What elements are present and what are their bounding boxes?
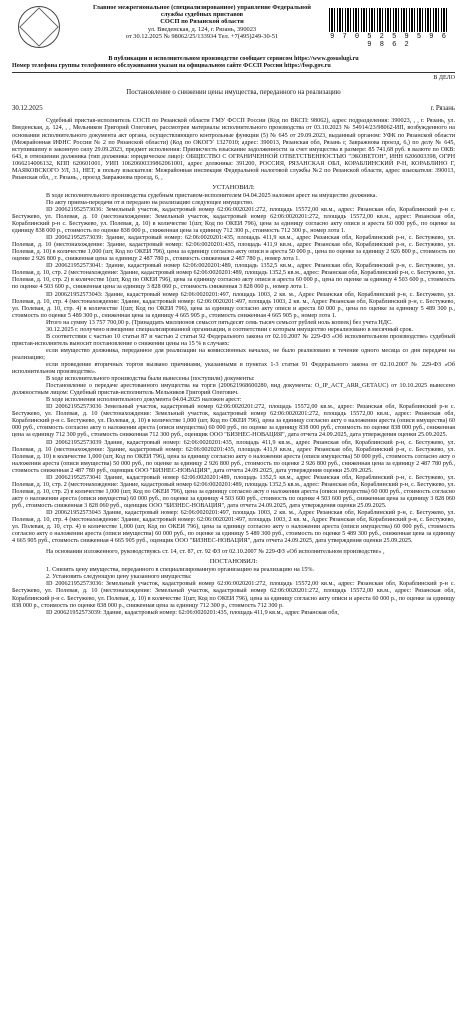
date-place-row [12,105,455,112]
basis-paragraph: На основании изложенного, руководствуясь ст. 14, ст. 87, ст. 92 ФЗ от 02.10.2007 № 229-ФЗ «Об исполнительном производстве» , [46,549,385,556]
gosuslugi-notice: В публикации и исполнительном производстве сообщает сервисом https://www.gosuslugi.ru [108,56,359,62]
resolved-property: ID 200621952573039: Здание, кадастровый номер: 62:06:0020201:435, площадь 411,9 кв.м., адрес Рязанская обл, [46,609,339,616]
body-paragraph: 30.12.2025 г. получено извещение специализированной организации, в соответствии с которым имущество нереализовано в месячный срок. [46,326,414,333]
established-heading: УСТАНОВИЛ: [212,183,255,191]
barcode-bars [329,8,449,32]
body-paragraph: В ходе исполнительного производства были вынесены (поступили) документы: [46,376,255,383]
document-header [12,4,455,54]
resolved-item: 1. Снизить цену имущества, переданного в специализированную организацию на реализацию на 15%. [46,567,315,574]
body-paragraph: Итого на сумму 13 757 700,00 р. (Тринадцать миллионов семьсот пятьдесят семь тысяч семьсот рублей ноль копеек) без учета НДС. [46,319,393,326]
org-line: СОСП по Рязанской области [160,18,244,26]
body-paragraph: если имущество должника, переданное для реализации на комиссионных началах, не было реализовано в течение одного месяца со дня передачи на реализацию; [12,347,455,361]
body-paragraph: если проведение вторичных торгов вызвано причинами, указанными в пунктах 1-3 статьи 91 Федерального закона от 02.10.2007 № 229-ФЗ «Об исполнительном производстве». [12,362,455,376]
org-phone: от 30.12.2025 № 98062/25/133934 Тел. +7(495)249-30-51 [125,32,279,40]
resolved-heading: ПОСТАНОВИЛ: [209,558,258,566]
intro-paragraph: Судебный пристав-исполнитель СОСП по Рязанской области ГМУ ФССП России (Код по ВКСП: 98062), адрес подразделения: 390023, , , г. Рязань, ул. Введенская, д. 124, , , Мельников Григорий Олегович, рассмотрев материалы исполнительного производства от 03.10.2023 № 54914/23/98062-ИП, возбужденного на основании исполнительного документа акт органа, осуществляющего контрольные функции (5) № 645 от 29.09.2023, выданный органом: УФК по Рязанской области (Межрайонная ИФНС России № 2 по Рязанской области) (Код по ОКОГУ 1327010; адрес: 390013, Рязанская обл, Рязань г, Завражнова проезд, 6,) по делу № 645, вступившему в законную силу 29.09.2023, предмет исполнения: Приписчесть взыскание задолженности за счет имущества в размере: 85 741,68 руб. в валюте по ОКВ: 643, в отношении должника (тип должника: юридическое лицо): ОБЩЕСТВО С ОГРАНИЧЕННОЙ ОТВЕТСТВЕННОСТЬЮ "ЭКОВЕТОН", ИНН 6206003398, ОГРН 1066214006132, КПП 620601001, УИП 10620600339862061001, адрес должника: 391200, РОССИЯ, РЯЗАНСКАЯ ОБЛ, КОРАБЛИНСКИЙ Р-Н, КОРАБЛИНО Г, МАЯКОВСКОГО УЛ, 31, НЕТ, в пользу взыскателя: Межрайонная инспекция Федеральной налоговой службы №2 по Рязанской области, адрес взыскателя: 390013, Рязанская обл, , г. Рязань, , проезд Завражнова проезд, 6, , [12,118,455,181]
document-place: г. Рязань [430,105,455,113]
arrest-item: ID 200621952573039 Здание, кадастровый номер: 62:06:0020201:435, площадь 411,9 кв.м., адрес Рязанская обл, Кораблинский р-н, с. Бестужево, ул. Полевая, д. 10 (местонахождение: Здание, кадастровый номер: 62:06:0020201:435, площадь 411,9 кв.м., адрес Рязанская обл, Кораблинский р-н, с. Бестужево, ул. Полевая, д. 10) в количестве 1,000 (шт, Код по ОКЕИ 796), цена за единицу согласно акту о наложении ареста (описи имущества) 50 000 руб., стоимость согласно акту о наложении ареста (описи имущества) 50 000 руб., по оценке за единицу 2 926 800 руб., стоимость по оценке 2 926 800 руб., сниженная цена за единицу 2 487 780 руб., стоимость сниженная 2 487 780 руб., оценщик ООО "БИЗНЕС-НОВАЦИЯ", дата отчета 24.09.2025, дата утверждения оценки 25.09.2025. [12,439,455,474]
document-title: Постановление о снижении цены имущества, переданного на реализацию [126,89,341,97]
org-address: ул. Введенская, д. 124, г. Рязань, 390023 [147,25,257,33]
property-item: ID 200621952573041: Здание, кадастровый номер 62:06:0020201:489, площадь 1352,5 кв.м., адрес Рязанская обл, Кораблинский р-н, с. Бестужево, ул. Полевая, д. 10, стр. 2 (местонахождение: Здание, кадастровый номер 62:06:0020201:489, площадь 1352,5 кв.м., адрес: Рязанская обл, Кораблинский р-н, с. Бестужево, ул. Полевая, д. 10, стр. 2) в количестве 1(шт, Код по ОКЕИ 796), цена за единицу согласно акту описи и ареста 60 000 р., цена по оценке за единицу 4 503 600 р., стоимость по оценке 4 503 600 р., сниженная цена за единицу 3 828 060 р., стоимость сниженная 3 828 060 р., номер лота 1. [12,263,455,291]
org-line: Главное межрегиональное (специализированное) управление Федеральной [93,4,311,11]
resolved-item: 2. Установить следующую цену указанного имущества: [46,574,192,581]
property-item: ID 200621952573043: Здание, кадастровый номер 62:06:0020201:497, площадь 1003, 2 кв. м., Адрес Рязанская обл, Кораблинский р-н, с. Бестужево, ул. Полевая, д. 10, стр. 4 (местонахождение: Здание, кадастровый номер: 62:06:0020201:497, площадь 1003, 2 кв. м., Адрес Рязанская обл, Кораблинский р-н, с. Бестужево, ул. Полевая, д. 10, стр. 4) в количестве 1(шт, Код по ОКЕИ 796), цена за единицу согласно акту описи и ареста 60 000 р., цена по оценке за единицу 5 489 300 р., стоимость по оценке 5 489 300 р., сниженная цена за единицу 4 665 905 р., стоимость сниженная 4 665 905 р., номер лота 1. [12,291,455,319]
body-paragraph: В ходе исполнительного производства судебным приставом-исполнителем 04.04.2025 наложен арест на имущество должника. [46,192,377,199]
arrest-item: ID 200621952573036 Земельный участок, кадастровый номер 62:06:0020201:272, площадь 15572,00 кв.м., адрес: Рязанская обл, Кораблинский р-н с. Бестужево, ул. Полевая, д. 10 (местонахождение: Земельный участок, кадастровый номер 62:06:0020201:272, площадь 15572,00 кв.м., адрес: Рязанская обл, Кораблинский р-н с. Бестужево, ул. Полевая, д. 10) в количестве 1,000 (шт, Код по ОКЕИ 796), цена за единицу согласно акту о наложении ареста (описи имущества) 60 000 руб., стоимость согласно акту о наложении ареста (описи имущества) 60 000 руб., по оценке за единицу 838 000 руб., стоимость по оценке 838 000 руб., сниженная цена за единицу 712 300 руб., стоимость сниженная 712 300 руб., оценщик ООО "БИЗНЕС-НОВАЦИЯ", дата отчета 24.09.2025, дата утверждения оценки 25.09.2025. [12,404,455,439]
body-paragraph: По акту приема-передачи от и передано на реализацию следующее имущество. [46,199,254,206]
phone-notice: Номер телефона группы телефонного обслуживания указан на официальном сайте ФССП России https://fssp.gov.ru [12,63,455,73]
resolved-property: ID 200621952573036: Земельный участок, кадастровый номер 62:06:0020201:272, площадь 15572,00 кв.м., адрес: Рязанская обл, Кораблинский р-н с. Бестужево, ул. Полевая, д. 10 (местонахождение: Земельный участок, кадастровый номер 62:06:0020201:272, площадь 15572,00 кв.м., адрес: Рязанская обл, Кораблинский р-н с. Бестужево, ул. Полевая, д. 10) в количестве 1(шт, Код по ОКЕИ 796), цена за единицу согласно акту описи и ареста 60 000 р., по оценке за единицу 838 000 р., стоимость по оценке 838 000 р., сниженная цена за единицу 712 300 р., стоимость 712 300 р. [12,581,455,609]
arrest-item: ID 200621952573041 Здание, кадастровый номер 62:06:0020201:489, площадь 1352,5 кв.м., адрес Рязанская обл, Кораблинский р-н, с. Бестужево, ул. Полевая, д. 10, стр. 2 (местонахождение: Здание, кадастровый номер 62:06:0020201:489, площадь 1352,5 кв.м., адрес: Рязанская обл, Кораблинский р-н, с. Бестужево, ул. Полевая, д. 10, стр. 2) в количестве 1,000 (шт, Код по ОКЕИ 796), цена за единицу согласно акту о наложении ареста (описи имущества) 60 000 руб., стоимость согласно акту о наложении ареста (описи имущества) 60 000 руб., по оценке за единицу 4 503 600 руб., стоимость по оценке 4 503 600 руб., сниженная цена за единицу 3 828 060 руб., стоимость сниженная 3 828 060 руб., оценщик ООО "БИЗНЕС-НОВАЦИЯ", дата отчета 24.09.2025, дата утверждения оценки 25.09.2025. [12,474,455,509]
org-line: службы судебных приставов [160,11,244,19]
file-note: В ДЕЛО [433,75,455,82]
emblem-icon [18,6,60,48]
document-date: 30.12.2025 [12,105,43,113]
arrest-item: ID 200621952573043 Здание, кадастровый номер: 62:06:0020201:497, площадь 1003, 2 кв. м., Адрес Рязанская обл, Кораблинский р-н, с. Бестужево, ул. Полевая, д. 10, стр. 4 (местонахождение: Здание, кадастровый номер: 62:06:0020201:497, площадь 1003, 2 кв. м., Адрес Рязанская обл, Кораблинский р-н, с. Бестужево, ул. Полевая, д. 10, стр. 4) в количестве 1,000 (шт, Код по ОКЕИ 796), цена за единицу согласно акту о наложении ареста (описи имущества) 60 000 руб., стоимость согласно акту о наложении ареста (описи имущества) 60 000 руб., по оценке за единицу 5 489 300 руб., стоимость по оценке 5 489 300 руб., сниженная цена за единицу 4 665 905 руб., стоимость сниженная 4 665 905 руб., оценщик ООО "БИЗНЕС-НОВАЦИЯ", дата отчета 24.09.2025, дата утверждения оценки 25.09.2025. [12,509,455,545]
body-paragraph: В ходе исполнения исполнительного документа 04.04.2025 наложен арест: [46,397,242,404]
property-item: ID 200621952573039: Здание, кадастровый номер: 62:06:0020201:435, площадь 411,9 кв.м., адрес Рязанская обл, Кораблинский р-н, с. Бестужево, ул. Полевая, д. 10 (местонахождение: Здание, кадастровый номер: 62:06:0020201:435, площадь 411,9 кв.м., адрес Рязанская обл, Кораблинский р-н, с. Бестужево, ул. Полевая, д. 10) в количестве 1,000 (шт, Код по ОКЕИ 796), цена за единицу согласно акту описи и ареста 50 000 р., цена по оценке за единицу 2 926 800 р., стоимость по оценке 2 926 800 р., сниженная цена за единицу 2 487 780 р., стоимость сниженная 2 487 780 р., номер лота 1. [12,235,455,263]
body-paragraph: Постановление о передаче арестованного имущества на торги (200621968600280, вид документа: O_IP_ACT_ARR_GETAUC) от 10.10.2025 вынесено должностным лицом: Судебный пристав-исполнитель Мельников Григорий Олегович. [12,383,455,397]
document-body [12,118,455,616]
barcode [329,8,449,49]
barcode-number: 9 7 0 5 2 5 9 5 9 6 9 8 6 2 [330,33,448,49]
body-paragraph: В соответствии с частью 10 статьи 87 и частью 2 статьи 92 Федерального закона от 02.10.2007 № 229-ФЗ «Об исполнительном производстве» судебный пристав-исполнитель выносит постановление о снижении цены на 15 % в случаях: [12,333,455,347]
organization-block [92,4,312,40]
property-item: ID 200621952573036: Земельный участок, кадастровый номер 62:06:0020201:272, площадь 15572,00 кв.м., адрес: Рязанская обл, Кораблинский р-н с. Бестужево, ул. Полевая, д. 10 (местонахождение: Земельный участок, кадастровый номер 62:06:0020201:272, площадь 15572,00 кв.м., адрес: Рязанская обл, Кораблинский р-н с. Бестужево, ул. Полевая, д. 10) в количестве 1(шт, Код по ОКЕИ 796), цена за единицу согласно акту описи и ареста 60 000 руб., по оценке за единицу 838 000 р., стоимость по оценке 838 000 р., сниженная цена за единицу 712 300 р., стоимость 712 300 р., номер лота 1. [12,206,455,235]
